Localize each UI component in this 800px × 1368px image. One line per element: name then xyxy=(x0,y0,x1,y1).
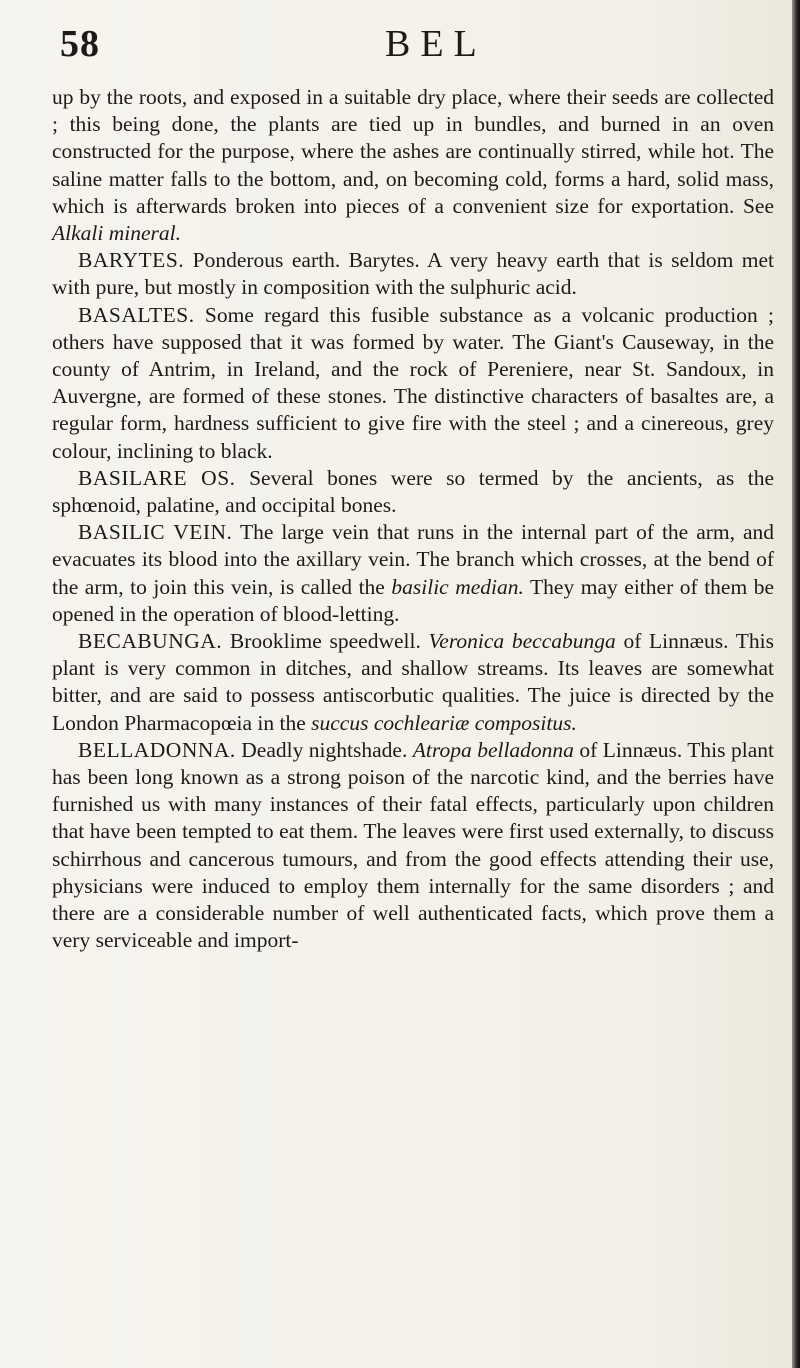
italic-term: Veronica beccabunga xyxy=(428,629,616,654)
entry-becabunga xyxy=(52,628,774,737)
definition-cont: of Linnæus. This plant is very common in ditches, and shallow streams. Its leaves are somewhat bitter, and are said to possess antiscorbutic qualities. The juice is directed by the London Pharmacopœia in the xyxy=(52,629,774,735)
page-header xyxy=(30,22,770,72)
definition: The large vein that runs in the internal part of the arm, and evacuates its blood into the axillary vein. The branch which crosses, at the bend of the arm, to join this vein, is called the xyxy=(52,520,775,599)
headword: BASILARE OS. xyxy=(78,465,236,490)
definition: Several bones were so termed by the ancients, as the sphœnoid, palatine, and occipital bones. xyxy=(52,465,774,518)
italic-term: succus cochleariæ compositus. xyxy=(311,710,577,735)
headword: BARYTES. xyxy=(78,248,185,273)
headword: BASALTES. xyxy=(78,302,195,327)
italic-term: basilic median. xyxy=(391,574,524,599)
definition: Brooklime speedwell. xyxy=(222,629,429,654)
entry-belladonna xyxy=(52,737,774,955)
definition-cont: of Linnæus. This plant has been long known as a strong poison of the narcotic kind, and the berries have furnished us with many instances of their fatal effects, particularly upon children that have been tempted to eat them. The leaves were first used externally, to discuss schirrhous and cancerous tumours, and from the good effects attending their use, physicians were induced to employ them internally for the same disorders ; and there are a considerable number of well authenticated facts, which prove them a very serviceable and import- xyxy=(52,737,774,953)
entry-basilic-vein xyxy=(52,519,774,628)
body-text xyxy=(52,84,774,955)
definition: Some regard this fusible substance as a volcanic production ; others have supposed that it was formed by water. The Giant's Causeway, in the county of Antrim, in Ireland, and the rock of Pereniere, near St. Sandoux, in Auvergne, are formed of these stones. The distinctive characters of basaltes are, a regular form, hardness sufficient to give fire with the steel ; and a cinereous, grey colour, inclining to black. xyxy=(52,302,774,463)
cross-reference: Alkali mineral. xyxy=(52,221,181,246)
page-number: 58 xyxy=(60,23,100,65)
definition: Ponderous earth. Barytes. A very heavy earth that is seldom met with pure, but mostly in composition with the sulphuric acid. xyxy=(52,248,774,300)
continuation-paragraph: up by the roots, and exposed in a suitable dry place, where their seeds are collected ; this being done, the plants are tied up in bundles, and burned in an oven constructed for the purpose, where the ashes are continually stirred, while hot. The saline matter falls to the bottom, and, on becoming cold, forms a hard, solid mass, which is afterwards broken into pieces of a convenient size for exportation. See Alkali mineral. xyxy=(52,85,774,246)
italic-term: Atropa belladonna xyxy=(412,737,574,762)
page-edge-shadow xyxy=(792,0,800,1368)
definition: Deadly nightshade. xyxy=(235,737,413,762)
running-head: BEL xyxy=(385,23,487,65)
entry-barytes xyxy=(52,247,774,301)
headword: BECABUNGA. xyxy=(78,629,223,654)
entry-basilare-os xyxy=(52,465,774,519)
headword: BASILIC VEIN. xyxy=(78,520,233,545)
definition-cont: They may either of them be opened in the operation of blood-letting. xyxy=(52,574,775,626)
entry-basaltes xyxy=(52,302,774,465)
headword: BELLADONNA. xyxy=(78,737,236,762)
